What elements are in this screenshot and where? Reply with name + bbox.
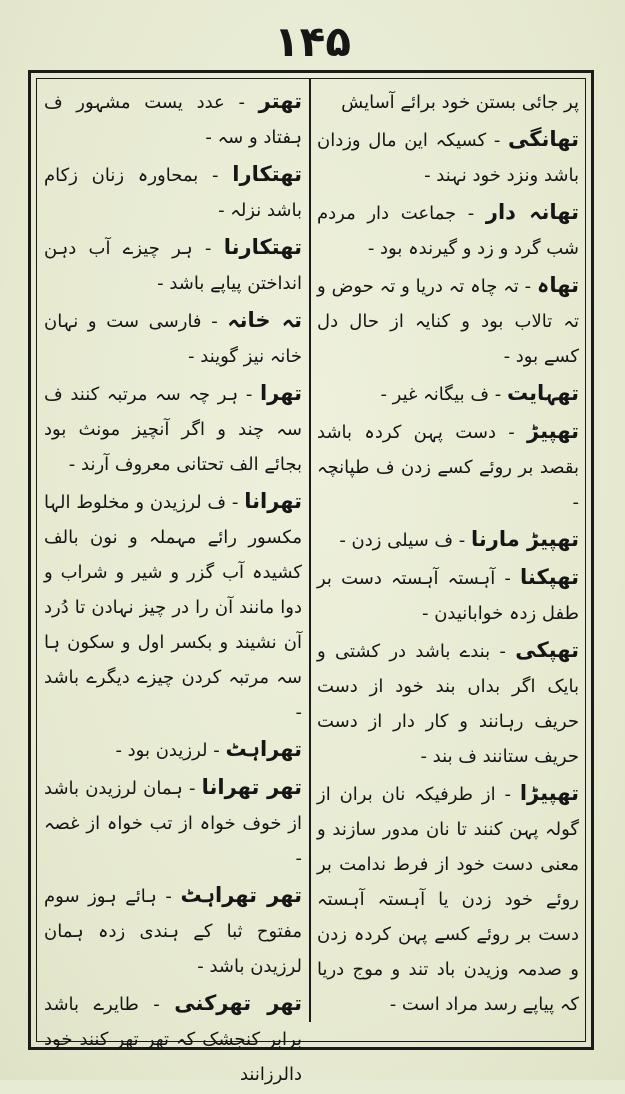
entry-definition: - از طرفیکہ نان بران از گولہ پہن کنند تا نان مدور سازند و معنی دست خود از فرط ندامت بر روئے خود زدن یا آہستہ آہستہ دست بر روئے کسے پہن کردہ زدن و صدمہ وزیدن باد تند و موج دریا کہ پیاپے رسد مراد است - — [317, 784, 579, 1015]
entry — [317, 195, 579, 266]
page-number: ۱۴۵ — [274, 17, 351, 66]
entry — [44, 230, 302, 301]
entry-headword: تھپیڑ مارنا — [470, 527, 579, 551]
entry-headword: تھرانا — [244, 489, 302, 513]
entry-headword: تہ خانہ — [227, 308, 302, 332]
entry-headword: تھپیڑ — [527, 419, 579, 443]
entry — [317, 268, 579, 374]
entry-headword: تھتر — [258, 89, 302, 113]
entry-definition: - ہر چہ سہ مرتبہ کنند ف سہ چند و اگر آنچیز مونث بود بجائے الف تحتانی معروف آرند - — [44, 384, 302, 475]
entry-headword: تھانگی — [508, 127, 579, 151]
entry-headword: تھاہ — [537, 273, 579, 297]
entry-headword: تھر تھرکنی — [174, 991, 303, 1015]
entry-headword: تھرا — [259, 381, 302, 405]
entry-headword: تھپکنا — [520, 565, 579, 589]
entry-definition: - آہستہ آہستہ دست بر طفل زدہ خوابانیدن - — [317, 568, 579, 624]
entry-definition: - بندے باشد در کشتی و بایک اگر بداں بند خود از دست حریف رہانند و کار دار از دست حریف ستانند ف بند - — [317, 641, 579, 767]
entry-headword: تھپکی — [515, 638, 579, 662]
entry-headword: تھانہ دار — [485, 200, 579, 224]
entry — [44, 770, 302, 876]
entry-headword: تھراہٹ — [225, 737, 302, 761]
entry — [317, 776, 579, 1022]
entry-headword: تھر تھراہٹ — [180, 883, 302, 907]
entry-headword: تھر تھرانا — [201, 775, 302, 799]
entry — [317, 633, 579, 774]
entry-headword: تھتکارنا — [223, 235, 302, 259]
entry-definition: - ف سیلی زدن - — [339, 530, 471, 551]
left-column — [44, 84, 302, 1094]
entry-headword: تھتکارا — [232, 162, 302, 186]
entry — [317, 560, 579, 631]
column-divider — [309, 78, 311, 1022]
entry — [44, 84, 302, 155]
entry-definition: - کسیکہ این مال وزدان باشد ونزد خود نہند - — [317, 130, 579, 186]
entry-definition: - عدد یست مشہور ف ہفتاد و سہ - — [44, 92, 302, 148]
entry-definition: - فارسی ست و نہان خانہ نیز گویند - — [44, 311, 302, 367]
entry-definition: - ہائے ہوز سوم مفتوح ثبا کے ہندی زدہ ہمان لرزیدن باشد - — [44, 886, 302, 977]
entry — [44, 878, 302, 984]
entry-definition: - بمحاورہ زنان زکام باشد نزلہ - — [44, 165, 302, 221]
entry-definition: - تہ چاہ تہ دریا و تہ حوض و تہ تالاب بود و کنایہ از حال دل کسے بود - — [317, 276, 579, 367]
entry-definition: - ف لرزیدن و مخلوط الہا مکسور رائے مہملہ و نون بالف کشیدہ آب گزر و شیر و شراب و دوا مانند آن را در چیز نہادن تا دُرد آن نشیند و بکسر اول و سکون ہا سہ مرتبہ کردن چیزے دیگرے باشد - — [44, 492, 302, 723]
entry-headword: تھہایت — [506, 381, 579, 405]
entry-definition: - لرزیدن بود - — [115, 740, 226, 761]
entry — [44, 732, 302, 768]
entry-definition: - طایرے باشد برابر کنجشک کہ تھر تھر کنند خود دالرزانند — [44, 994, 302, 1085]
right-column — [317, 84, 579, 1024]
entry — [44, 303, 302, 374]
entry — [317, 122, 579, 193]
entry-definition: - ہر چیزے آب دہن انداختن پیاپے باشد - — [44, 238, 302, 294]
entry-headword: تھپیڑا — [519, 781, 579, 805]
entry — [44, 484, 302, 730]
entry — [317, 376, 579, 412]
entry — [317, 414, 579, 520]
entry-definition: پر جائی بستن خود برائے آسایش — [341, 92, 579, 113]
entry — [44, 986, 302, 1092]
entry — [44, 157, 302, 228]
entry — [44, 376, 302, 482]
entry — [317, 84, 579, 120]
entry-definition: - ہمان لرزیدن باشد از خوف خواہ از تب خواہ از غصہ - — [44, 778, 302, 869]
entry — [317, 522, 579, 558]
entry-definition: - جماعت دار مردم شب گرد و زد و گیرندہ بود - — [317, 203, 579, 259]
entry-definition: - دست پہن کردہ باشد بقصد بر روئے کسے زدن ف طپانچہ - — [317, 422, 579, 513]
entry-definition: - ف بیگانہ غیر - — [380, 384, 507, 405]
